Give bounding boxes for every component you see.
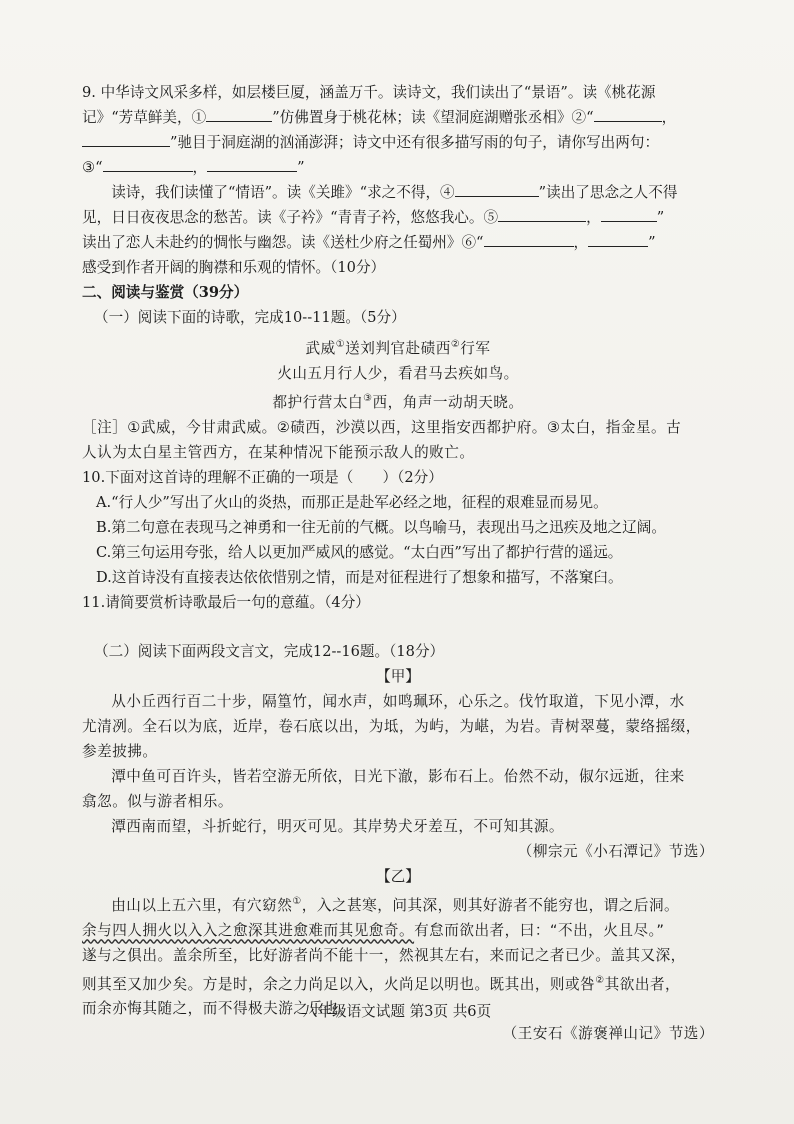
poem-title-text: 送刘判官赴碛西	[345, 339, 451, 357]
part2-heading: （二）阅读下面两段文言文，完成12--16题。（18分）	[94, 642, 445, 660]
answer-blank[interactable]	[103, 157, 193, 172]
q9-text: ，	[586, 209, 601, 226]
poem-line-2	[82, 386, 714, 415]
part1-heading: （一）阅读下面的诗歌，完成10--11题。（5分）	[94, 309, 406, 326]
page-footer: 八年级语文试题 第3页 共6页	[302, 1003, 492, 1020]
yi-text: 则其至又加少矣。方是时，余之力尚足以入，火尚足以明也。既其出，则或咎	[82, 975, 596, 993]
footnote-marker: ③	[363, 392, 373, 404]
q9-line-1	[82, 80, 714, 105]
yi-passage	[82, 889, 714, 1047]
q9-line-2	[82, 105, 714, 130]
q9-line-4	[82, 155, 714, 180]
q9-text: 读出了恋人未赴约的惆怅与幽怨。读《送杜少府之任蜀州》⑥“	[82, 234, 484, 251]
jia-source: （柳宗元《小石潭记》节选）	[517, 842, 714, 860]
answer-blank[interactable]	[455, 182, 539, 197]
yi-line-2	[82, 918, 714, 943]
jia-label: 【甲】	[376, 667, 420, 685]
q9-para2-line-1	[82, 180, 714, 205]
wavy-underlined-sentence: 余与四人拥火以入入之愈深其进愈难而其见愈奇。	[82, 921, 415, 939]
q11-stem: 11.请简要赏析诗歌最后一句的意蕴。（4分）	[82, 593, 370, 611]
jia-passage	[82, 689, 714, 864]
poem-notes-line-2: 人认为太白星主管西方，在某种情况下能预示敌人的败亡。	[82, 443, 475, 461]
page-content	[82, 80, 714, 1046]
poem-line-1: 火山五月行人少，看君马去疾如鸟。	[277, 364, 519, 382]
q9-para2-line-4	[82, 255, 714, 280]
yi-text: 其欲出者，	[604, 975, 681, 993]
poem-text: 西，角声一动胡天晓。	[372, 393, 524, 411]
q10-option-d: D.这首诗没有直接表达依依惜别之情，而是对征程进行了想象和描写，不落窠臼。	[96, 568, 623, 586]
q10-option-c: C.第三句运用夸张，给人以更加严威风的感觉。“太白西”写出了都护行营的遥远。	[96, 543, 623, 561]
yi-text: 由山以上五六里，有穴窈然	[111, 896, 293, 914]
answer-blank[interactable]	[82, 132, 170, 147]
yi-line-5: 而余亦悔其随之，而不得极夫游之乐也。	[82, 1000, 354, 1018]
answer-blank[interactable]	[498, 207, 586, 222]
section-heading: 二、阅读与鉴赏（39分）	[82, 284, 249, 301]
footnote-marker: ②	[450, 339, 461, 350]
answer-blank[interactable]	[594, 107, 662, 122]
q9-text: ”读出了思念之人不得	[538, 184, 678, 201]
q9-text: ，	[661, 109, 677, 126]
q9-text: ”	[297, 159, 305, 176]
yi-label: 【乙】	[376, 867, 420, 885]
q9-text: 感受到作者开阔的胸襟和乐观的情怀。（10分）	[82, 259, 386, 276]
q9-text: 记》“芳草鲜美，①	[82, 109, 207, 126]
yi-line-3: 遂与之俱出。盖余所至，比好游者尚不能十一，然视其左右，来而记之者已少。盖其又深，	[82, 946, 686, 964]
q9-line-3	[82, 130, 714, 155]
q9-text: ”	[656, 209, 665, 226]
poem-text: 都护行营太白	[272, 393, 364, 411]
q9-text: ”仿佛置身于桃花林；读《望洞庭湖赠张丞相》②“	[272, 109, 594, 126]
q9-text: 读诗，我们读懂了“情语”。读《关雎》“求之不得，④	[111, 184, 455, 201]
answer-blank[interactable]	[588, 232, 648, 247]
jia-p2-line: 潭中鱼可百许头，皆若空游无所依，日光下澈，影布石上。佁然不动，俶尔远逝，往来	[111, 767, 685, 785]
jia-p1-line: 参差披拂。	[82, 742, 158, 760]
q9-text: 9. 中华诗文风采多样，如层楼巨厦，涵盖万千。读诗文，我们读出了“景语”。读《桃花源	[82, 84, 656, 101]
yi-source: （王安石《游褒禅山记》节选）	[502, 1025, 714, 1043]
yi-line-4	[82, 968, 714, 997]
q9-text: 见，日日夜夜思念的愁苦。读《子衿》“青青子衿，悠悠我心。⑤	[82, 209, 499, 226]
answer-blank[interactable]	[484, 232, 574, 247]
poem-title-text: 武威	[305, 339, 336, 357]
footnote-marker: ①	[335, 339, 346, 350]
poem-notes-line-1: ［注］①武威，今甘肃武威。②碛西，沙漠以西，这里指安西都护府。③太白，指金星。古	[82, 418, 682, 436]
q10-option-b: B.第二句意在表现马之神勇和一往无前的气概。以鸟喻马，表现出马之迅疾及地之辽阔。	[96, 518, 666, 536]
q9-text: ”驰目于洞庭湖的汹涌澎湃；诗文中还有很多描写雨的句子，请你写出两句：	[170, 134, 660, 151]
footnote-marker: ①	[292, 895, 302, 907]
q10-stem: 10.下面对这首诗的理解不正确的一项是（ ）（2分）	[82, 468, 443, 486]
yi-text: 有怠而欲出者，曰：“不出，火且尽。”	[414, 921, 665, 939]
q9-text: ，	[573, 234, 589, 251]
jia-p1-line: 尤清冽。全石以为底，近岸，卷石底以出，为坻，为屿，为嵁，为岩。青树翠蔓，蒙络摇缀，	[82, 717, 701, 735]
answer-blank[interactable]	[206, 107, 272, 122]
q9-para2-line-3	[82, 230, 714, 255]
q9-text: ”	[648, 234, 656, 251]
poem-title	[82, 332, 714, 361]
answer-space	[82, 615, 714, 639]
answer-blank[interactable]	[601, 207, 657, 222]
q9-text: ，	[192, 159, 208, 176]
yi-line-1	[82, 889, 714, 918]
poem-title-text: 行军	[460, 339, 491, 357]
jia-p1-line: 从小丘西行百二十步，隔篁竹，闻水声，如鸣珮环，心乐之。伐竹取道，下见小潭，水	[111, 692, 685, 710]
q10-option-a: A.“行人少”写出了火山的炎热，而那正是赴军必经之地，征程的艰难显而易见。	[96, 493, 608, 511]
answer-blank[interactable]	[207, 157, 297, 172]
footnote-marker: ②	[595, 974, 605, 986]
q9-text: ③“	[82, 159, 103, 176]
jia-p3-line: 潭西南而望，斗折蛇行，明灭可见。其岸势犬牙差互，不可知其源。	[111, 817, 565, 835]
yi-text: ，入之甚寒，问其深，则其好游者不能穷也，谓之后洞。	[301, 896, 680, 914]
jia-p2-line: 翕忽。似与游者相乐。	[82, 792, 233, 810]
q9-para2-line-2	[82, 205, 714, 230]
